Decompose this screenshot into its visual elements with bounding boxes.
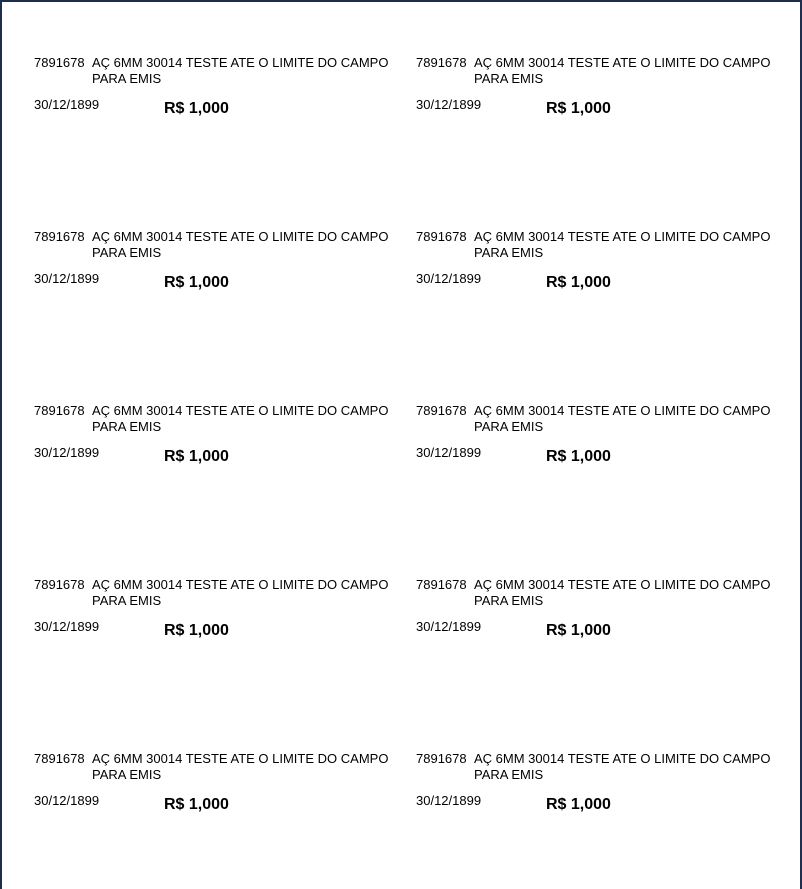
product-description: AÇ 6MM 30014 TESTE ATE O LIMITE DO CAMPO [474,751,771,766]
product-code: 7891678 [34,229,85,244]
label-price: R$ 1,000 [546,622,611,639]
price-label [2,524,389,639]
label-sheet [2,2,800,887]
product-description: AÇ 6MM 30014 TESTE ATE O LIMITE DO CAMPO [92,751,389,766]
product-code: 7891678 [34,577,85,592]
product-description: AÇ 6MM 30014 TESTE ATE O LIMITE DO CAMPO [92,229,389,244]
price-label [384,524,771,639]
label-price: R$ 1,000 [546,796,611,813]
label-line-1 [34,229,388,245]
label-date: 30/12/1899 [416,793,482,808]
product-description-continued: PARA EMIS [92,245,162,260]
product-code: 7891678 [34,751,85,766]
product-code: 7891678 [416,403,467,418]
label-line-1 [416,751,770,767]
product-description-continued: PARA EMIS [474,71,544,86]
label-line-1 [34,577,388,593]
product-description-continued: PARA EMIS [474,419,544,434]
label-date: 30/12/1899 [416,445,482,460]
product-description-continued: PARA EMIS [92,593,162,608]
label-line-1 [416,577,770,593]
label-date: 30/12/1899 [34,793,100,808]
price-label [384,698,771,813]
price-label [2,2,389,117]
product-code: 7891678 [416,55,467,70]
label-price: R$ 1,000 [164,448,229,465]
label-price: R$ 1,000 [164,274,229,291]
label-price: R$ 1,000 [164,796,229,813]
label-line-1 [416,229,770,245]
label-price: R$ 1,000 [546,274,611,291]
price-label [2,350,389,465]
price-label [2,698,389,813]
label-price: R$ 1,000 [164,622,229,639]
label-date: 30/12/1899 [34,619,100,634]
product-description-continued: PARA EMIS [92,419,162,434]
product-description: AÇ 6MM 30014 TESTE ATE O LIMITE DO CAMPO [474,577,771,592]
product-description: AÇ 6MM 30014 TESTE ATE O LIMITE DO CAMPO [474,55,771,70]
product-description-continued: PARA EMIS [92,767,162,782]
price-label [2,176,389,291]
label-date: 30/12/1899 [34,271,100,286]
label-price: R$ 1,000 [164,100,229,117]
product-description: AÇ 6MM 30014 TESTE ATE O LIMITE DO CAMPO [92,577,389,592]
product-description: AÇ 6MM 30014 TESTE ATE O LIMITE DO CAMPO [474,403,771,418]
label-line-1 [34,55,388,71]
product-description-continued: PARA EMIS [474,245,544,260]
product-code: 7891678 [416,577,467,592]
label-line-1 [34,751,388,767]
product-code: 7891678 [416,751,467,766]
product-description-continued: PARA EMIS [92,71,162,86]
product-description-continued: PARA EMIS [474,767,544,782]
label-date: 30/12/1899 [416,97,482,112]
product-code: 7891678 [34,55,85,70]
price-label [384,2,771,117]
label-price: R$ 1,000 [546,448,611,465]
label-price: R$ 1,000 [546,100,611,117]
price-label [384,176,771,291]
label-date: 30/12/1899 [416,619,482,634]
label-line-1 [416,55,770,71]
price-label [384,350,771,465]
product-description: AÇ 6MM 30014 TESTE ATE O LIMITE DO CAMPO [92,403,389,418]
product-code: 7891678 [416,229,467,244]
label-line-1 [34,403,388,419]
label-date: 30/12/1899 [416,271,482,286]
product-description-continued: PARA EMIS [474,593,544,608]
product-description: AÇ 6MM 30014 TESTE ATE O LIMITE DO CAMPO [92,55,389,70]
label-date: 30/12/1899 [34,445,100,460]
product-description: AÇ 6MM 30014 TESTE ATE O LIMITE DO CAMPO [474,229,771,244]
label-line-1 [416,403,770,419]
product-code: 7891678 [34,403,85,418]
label-date: 30/12/1899 [34,97,100,112]
